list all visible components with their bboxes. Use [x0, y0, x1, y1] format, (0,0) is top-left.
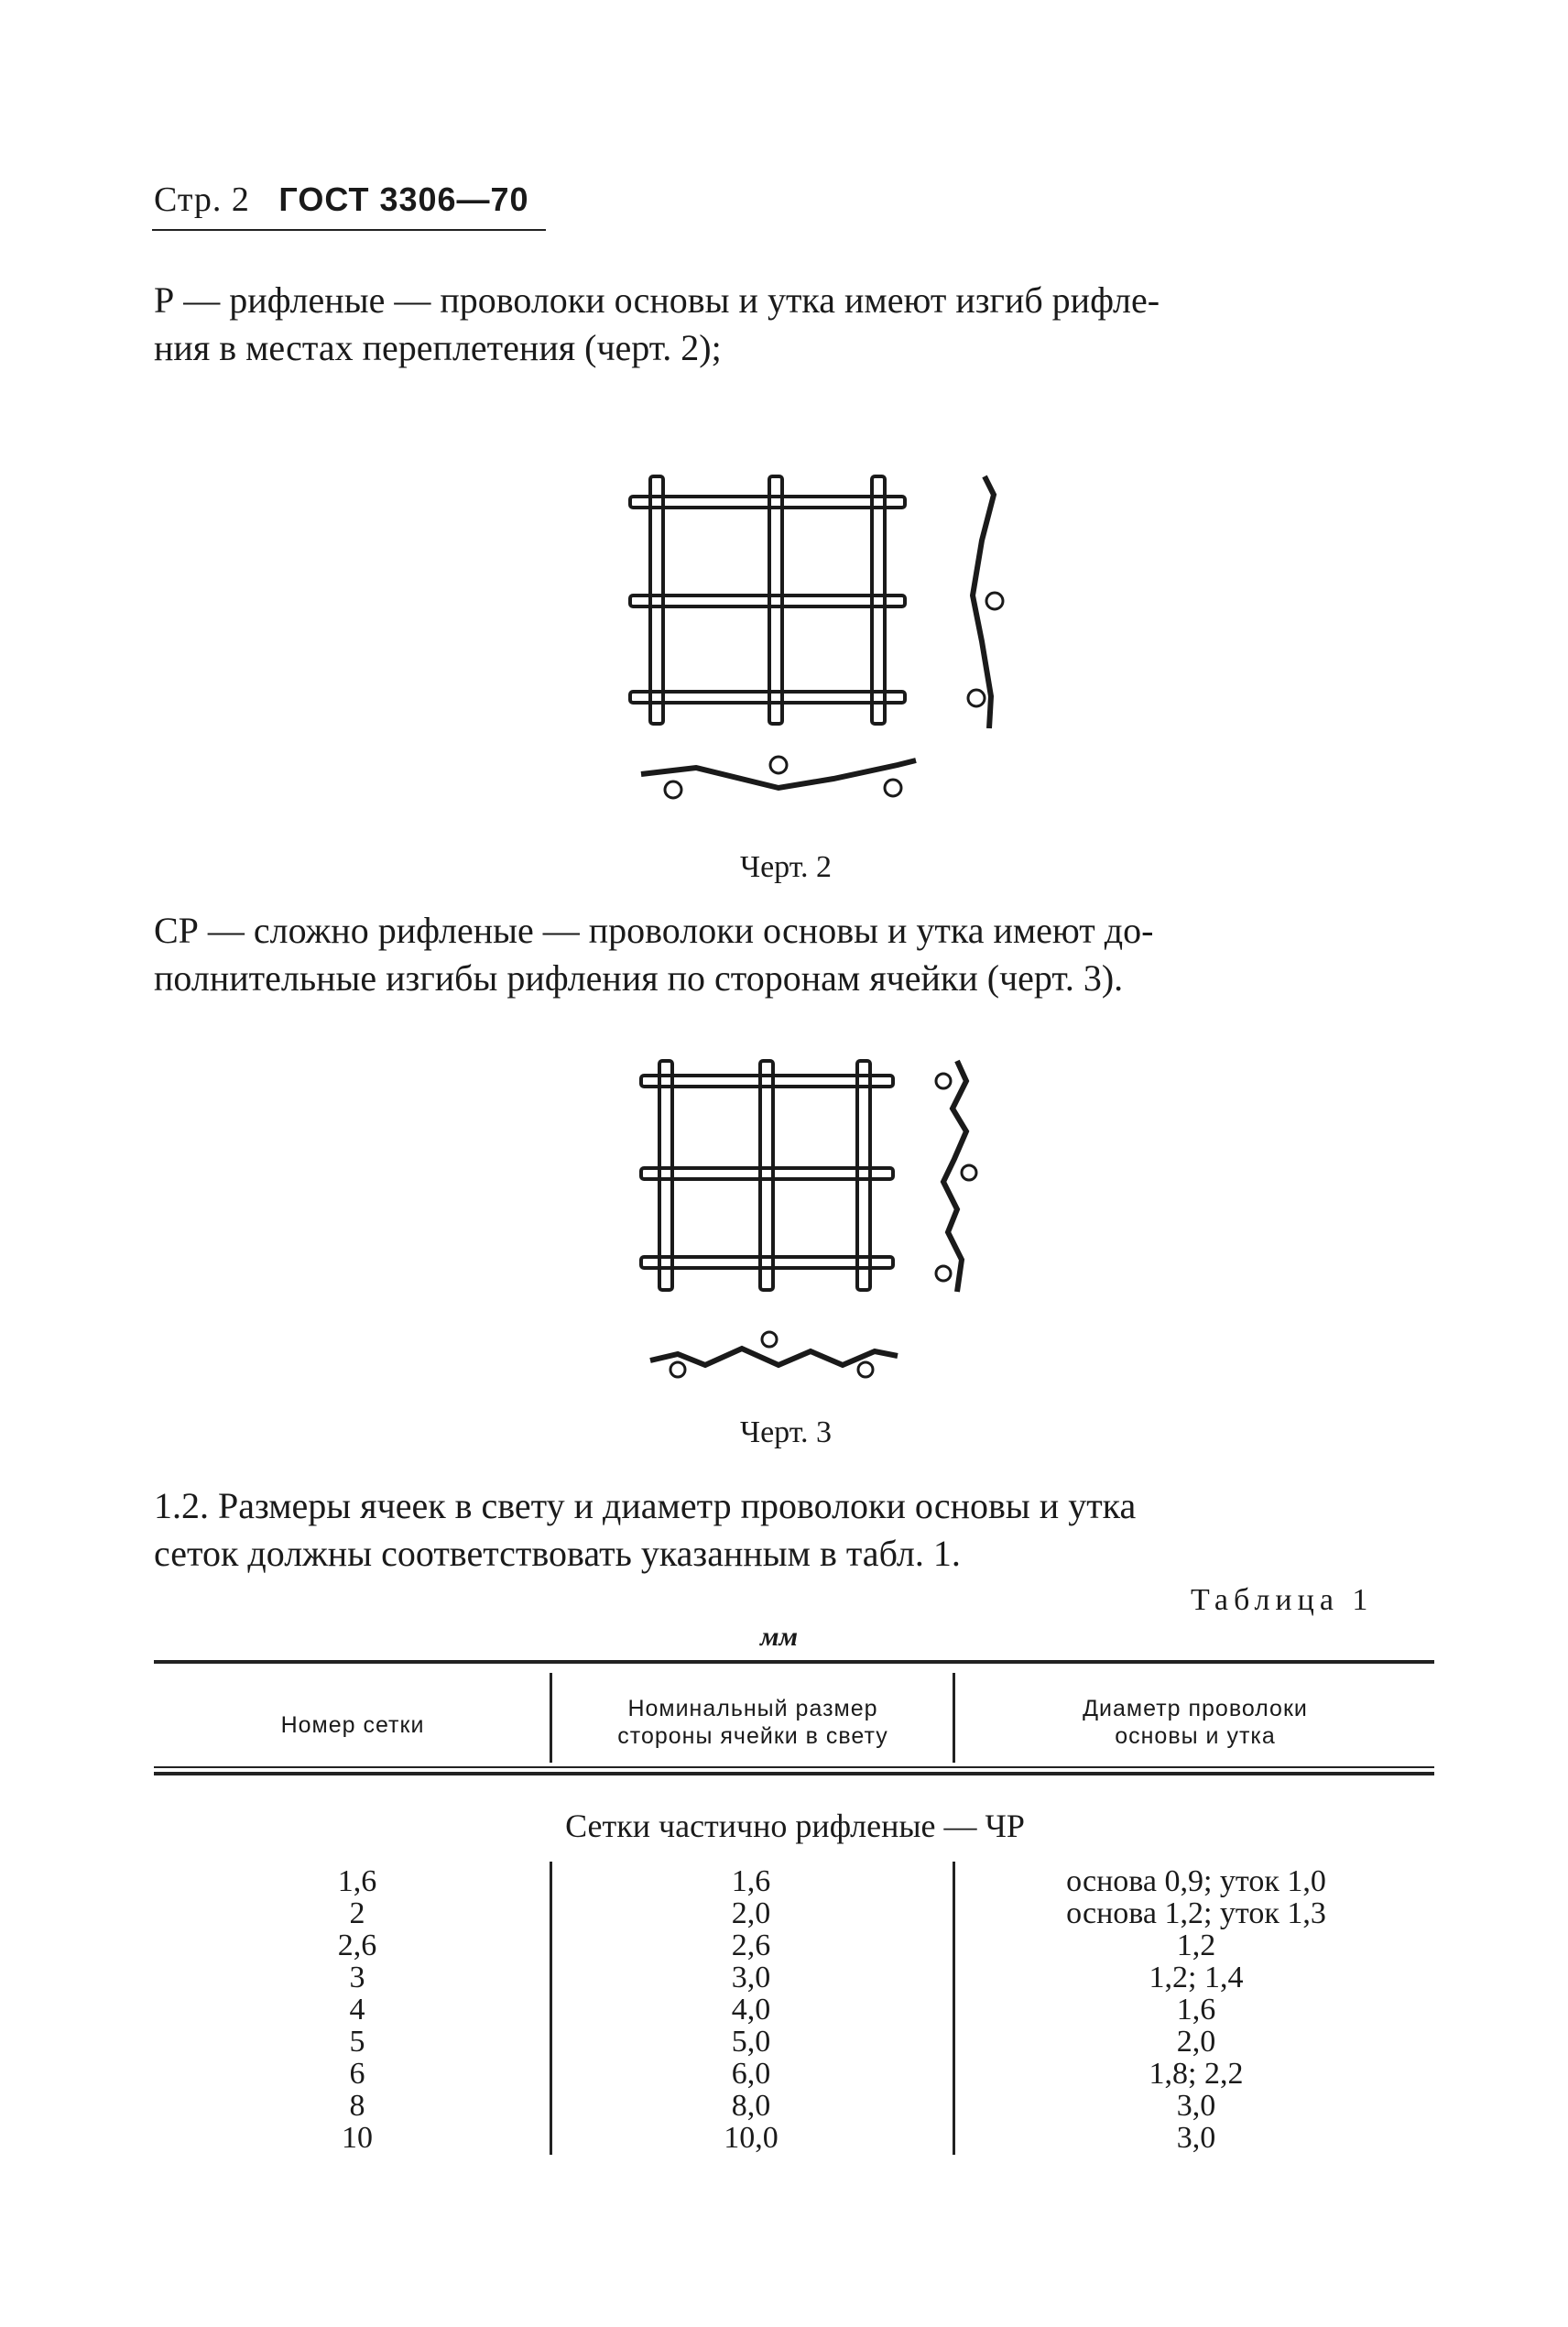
header-size-line: Номинальный размер: [627, 1696, 878, 1721]
double-crimped-mesh-diagram: [632, 1044, 1017, 1402]
cell-size: 8,0: [731, 2089, 771, 2123]
column-separator: [953, 1673, 955, 1763]
cell-number: 5: [349, 2025, 365, 2059]
cell-number: 6: [349, 2057, 365, 2091]
cell-size: 2,0: [731, 1896, 771, 1930]
table-units: мм: [760, 1622, 799, 1652]
header-rule: [154, 1766, 1434, 1768]
cell-size: 1,6: [731, 1864, 771, 1898]
cell-diameter: 1,6: [1176, 1993, 1216, 2027]
cell-number: 1,6: [337, 1864, 377, 1898]
cell-size: 4,0: [731, 1993, 771, 2027]
cell-diameter: 1,2; 1,4: [1149, 1961, 1244, 1994]
header-diameter-line: основы и утка: [1115, 1723, 1276, 1749]
paragraph-line: ния в местах переплетения (черт. 2);: [154, 327, 722, 368]
page-number: Стр. 2: [154, 180, 250, 219]
crimped-mesh-diagram: [623, 458, 1007, 825]
cell-number: 8: [349, 2089, 365, 2123]
figure-2-caption: Черт. 2: [739, 850, 833, 884]
mesh-grid: [641, 1061, 893, 1290]
paragraph-line: 1.2. Размеры ячеек в свету и диаметр проволоки основы и утка: [154, 1485, 1137, 1526]
column-separator: [550, 1673, 552, 1763]
cell-diameter: 3,0: [1176, 2089, 1216, 2123]
cell-number: 3: [349, 1961, 365, 1994]
cell-diameter: 3,0: [1176, 2121, 1216, 2155]
cell-diameter: 1,8; 2,2: [1149, 2057, 1244, 2091]
paragraph-line: СР — сложно рифленые — проволоки основы и утка имеют до-: [154, 910, 1154, 951]
side-profile: [968, 476, 1003, 728]
figure-3-caption: Черт. 3: [739, 1415, 833, 1449]
cell-size: 2,6: [731, 1928, 771, 1962]
standard-number: ГОСТ 3306—70: [278, 180, 529, 218]
paragraph-line: Р — рифленые — проволоки основы и утка имеют изгиб рифле-: [154, 279, 1160, 321]
paragraph-crimped: [154, 277, 1436, 372]
header-number: Номер сетки: [280, 1712, 425, 1738]
cell-size: 5,0: [731, 2025, 771, 2059]
paragraph-line: полнительные изгибы рифления по сторонам ячейки (черт. 3).: [154, 957, 1124, 999]
cell-size: 6,0: [731, 2057, 771, 2091]
page-header: [154, 180, 529, 220]
cell-number: 4: [349, 1993, 365, 2027]
cell-diameter: основа 0,9; уток 1,0: [1066, 1864, 1326, 1898]
table-top-rule: [154, 1660, 1434, 1664]
bottom-profile: [641, 757, 916, 798]
bottom-profile: [650, 1332, 898, 1377]
paragraph-double-crimped: [154, 907, 1436, 1002]
header-size-line: стороны ячейки в свету: [617, 1723, 888, 1749]
cell-number: 2: [349, 1896, 365, 1930]
mesh-grid: [630, 476, 905, 724]
cell-size: 3,0: [731, 1961, 771, 1994]
header-rule: [154, 1772, 1434, 1775]
header-diameter: [956, 1695, 1434, 1750]
cell-diameter: 1,2: [1176, 1928, 1216, 1962]
side-profile: [936, 1061, 976, 1292]
cell-diameter: 2,0: [1176, 2025, 1216, 2059]
header-size: [553, 1695, 953, 1750]
cell-diameter: основа 1,2; уток 1,3: [1066, 1896, 1326, 1930]
paragraph-table-reference: [154, 1482, 1436, 1578]
paragraph-line: сеток должны соответствовать указанным в табл. 1.: [154, 1533, 961, 1574]
cell-number: 2,6: [337, 1928, 377, 1962]
table-label: Таблица 1: [1191, 1583, 1374, 1617]
cell-number: 10: [342, 2121, 373, 2155]
header-underline: [152, 229, 546, 231]
header-diameter-line: Диаметр проволоки: [1083, 1696, 1308, 1721]
table-section-title: Сетки частично рифленые — ЧР: [565, 1808, 1025, 1844]
column-separator: [953, 1862, 955, 2155]
cell-size: 10,0: [724, 2121, 779, 2155]
